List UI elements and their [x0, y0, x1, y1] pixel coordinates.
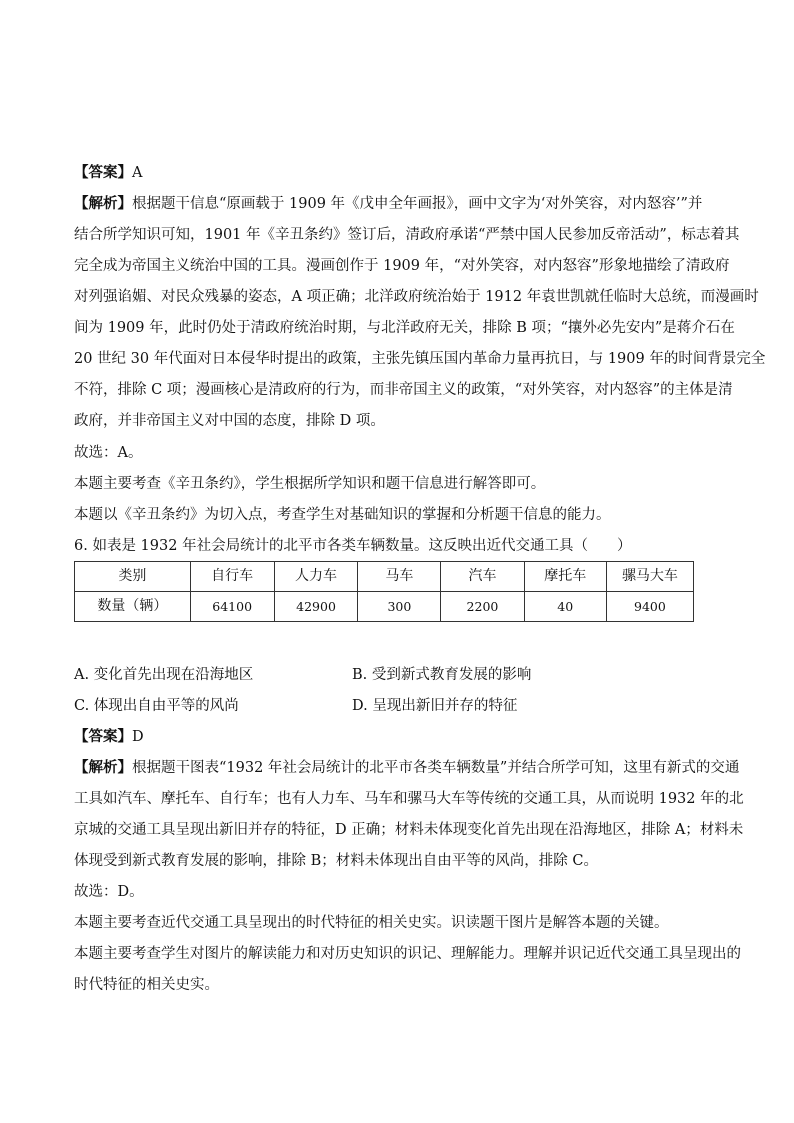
- table-header-cell: 自行车: [190, 562, 274, 592]
- q5-answer-label: 【答案】: [74, 164, 132, 181]
- table-header-cell: 骡马大车: [606, 562, 693, 592]
- q6-summary-line-1: 本题主要考查近代交通工具呈现出的时代特征的相关史实。识读题干图片是解答本题的关键。: [74, 915, 669, 931]
- q5-analysis-line-3: 完全成为帝国主义统治中国的工具。漫画创作于 1909 年，“对外笑容，对内怒容”形象地描绘了清政府: [74, 258, 730, 274]
- q5-answer-value: A: [132, 165, 143, 181]
- table-row: [75, 592, 694, 622]
- q5-analysis-label: 【解析】: [74, 195, 132, 212]
- q6-analysis-line-4: 体现受到新式教育发展的影响，排除 B；材料未体现出自由平等的风尚，排除 C。: [74, 853, 598, 869]
- table-header-cell: 马车: [358, 562, 441, 592]
- q6-analysis-line-1: [74, 758, 740, 780]
- q5-answer: [74, 163, 724, 185]
- q5-analysis-text: 根据题干信息“原画载于 1909 年《戊申全年画报》，画中文字为‘对外笑容，对内怒容’”并: [132, 196, 703, 212]
- table-cell: 300: [358, 592, 441, 622]
- option-b: B. 受到新式教育发展的影响: [352, 667, 532, 683]
- q5-choice-line: 故选：A。: [74, 445, 143, 461]
- q5-summary-line-2: 本题以《辛丑条约》为切入点，考查学生对基础知识的掌握和分析题干信息的能力。: [74, 507, 611, 523]
- q6-choice-line: 故选：D。: [74, 884, 144, 900]
- table-header-row: [75, 562, 694, 592]
- q5-analysis-line-2: 结合所学知识可知，1901 年《辛丑条约》签订后，清政府承诺“严禁中国人民参加反帝活动”，标志着其: [74, 227, 740, 243]
- q6-analysis-line-3: 京城的交通工具呈现出新旧并存的特征，D 正确；材料未体现变化首先出现在沿海地区，排除 A；材料未: [74, 822, 744, 838]
- vehicle-count-table: [74, 561, 694, 622]
- option-c: C. 体现出自由平等的风尚: [74, 698, 239, 714]
- table-row-label: 数量（辆）: [75, 592, 191, 622]
- table-header-cell: 类别: [75, 562, 191, 592]
- table-cell: 9400: [606, 592, 693, 622]
- table-header-cell: 摩托车: [524, 562, 606, 592]
- option-d: D. 呈现出新旧并存的特征: [352, 698, 518, 714]
- option-a: A. 变化首先出现在沿海地区: [74, 667, 254, 683]
- table-header-cell: 汽车: [441, 562, 524, 592]
- q6-answer: [74, 727, 724, 749]
- q6-analysis-text: 根据题干图表“1932 年社会局统计的北平市各类车辆数量”并结合所学可知，这里有新式的交通: [132, 760, 740, 776]
- q6-summary-line-3: 时代特征的相关史实。: [74, 977, 219, 993]
- table-cell: 2200: [441, 592, 524, 622]
- q5-analysis-line-1: [74, 194, 724, 216]
- q5-analysis-line-8: 政府，并非帝国主义对中国的态度，排除 D 项。: [74, 413, 385, 429]
- q5-analysis-line-4: 对列强谄媚、对民众残暴的姿态，A 项正确；北洋政府统治始于 1912 年袁世凯就任临时大总统，而漫画时: [74, 289, 759, 305]
- q5-analysis-line-5: 间为 1909 年，此时仍处于清政府统治时期，与北洋政府无关，排除 B 项；“攘外必先安内”是蒋介石在: [74, 320, 735, 336]
- table-cell: 64100: [190, 592, 274, 622]
- q6-analysis-label: 【解析】: [74, 759, 132, 776]
- q5-analysis-line-6: 20 世纪 30 年代面对日本侵华时提出的政策，主张先镇压国内革命力量再抗日，与 1909 年的时间背景完全: [74, 351, 766, 367]
- q5-analysis-line-7: 不符，排除 C 项；漫画核心是清政府的行为，而非帝国主义的政策，“对外笑容，对内怒容”的主体是清: [74, 382, 733, 398]
- q5-summary-line-1: 本题主要考查《辛丑条约》，学生根据所学知识和题干信息进行解答即可。: [74, 476, 546, 492]
- q6-analysis-line-2: 工具如汽车、摩托车、自行车；也有人力车、马车和骡马大车等传统的交通工具，从而说明 1932 年的北: [74, 791, 744, 807]
- table-cell: 40: [524, 592, 606, 622]
- q6-stem: 6. 如表是 1932 年社会局统计的北平市各类车辆数量。这反映出近代交通工具（ ）: [74, 538, 632, 554]
- q6-summary-line-2: 本题主要考查学生对图片的解读能力和对历史知识的识记、理解能力。理解并识记近代交通工具呈现出的: [74, 946, 741, 962]
- table-cell: 42900: [274, 592, 358, 622]
- q6-answer-label: 【答案】: [74, 728, 132, 745]
- q6-answer-value: D: [132, 729, 144, 745]
- table-header-cell: 人力车: [274, 562, 358, 592]
